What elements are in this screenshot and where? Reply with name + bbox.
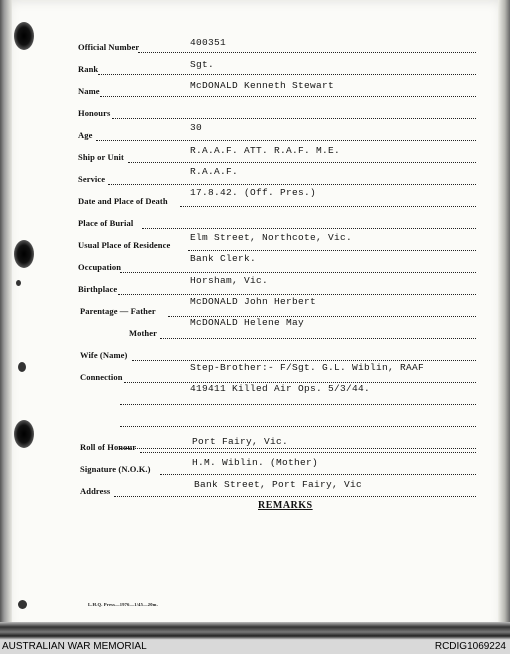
punch-hole: [14, 420, 34, 448]
usual-residence-label: Usual Place of Residence: [78, 240, 171, 250]
dotted-rule: [118, 294, 476, 295]
printer-imprint: L.H.Q. Press—1976—1/45—20m.: [88, 602, 158, 607]
usual-residence-value: Elm Street, Northcote, Vic.: [190, 232, 353, 243]
dotted-rule: [108, 184, 476, 185]
scan-edge-right: [498, 0, 510, 640]
ship-or-unit-value: R.A.A.F. ATT. R.A.F. M.E.: [190, 145, 341, 156]
signature-label: Signature (N.O.K.): [80, 464, 151, 474]
dotted-rule: [120, 404, 476, 405]
service-label: Service: [78, 174, 106, 184]
scan-edge-bottom: [0, 622, 510, 640]
mother-label: Mother: [129, 328, 157, 338]
footer-record-id: RCDIG1069224: [434, 641, 506, 652]
dotted-rule: [160, 474, 476, 475]
roll-of-honour-label: Roll of Honour: [80, 442, 137, 452]
connection-label: Connection: [80, 372, 123, 382]
address-label: Address: [80, 486, 111, 496]
service-value: R.A.A.F.: [190, 166, 239, 177]
scan-speck: [18, 362, 26, 372]
signature-value: H.M. Wiblin. (Mother): [192, 457, 319, 468]
roll-of-honour-value: Port Fairy, Vic.: [192, 436, 289, 447]
dotted-rule: [132, 360, 476, 361]
dotted-rule: [142, 228, 476, 229]
name-label: Name: [78, 86, 100, 96]
official-number-label: Official Number: [78, 42, 140, 52]
mother-value: McDONALD Helene May: [190, 317, 305, 328]
remarks-heading: REMARKS: [258, 500, 313, 511]
father-label: Parentage — Father: [80, 306, 156, 316]
scan-speck: [16, 280, 21, 286]
dotted-rule: [96, 140, 476, 141]
father-value: McDONALD John Herbert: [190, 296, 317, 307]
birthplace-label: Birthplace: [78, 284, 118, 294]
ship-or-unit-label: Ship or Unit: [78, 152, 124, 162]
dotted-rule: [100, 96, 476, 97]
scan-speck: [18, 600, 27, 609]
address-value: Bank Street, Port Fairy, Vic: [194, 479, 363, 490]
punch-hole: [14, 240, 34, 268]
age-label: Age: [78, 130, 93, 140]
occupation-label: Occupation: [78, 262, 122, 272]
dotted-rule: [120, 448, 476, 449]
dotted-rule: [180, 206, 476, 207]
dotted-rule: [138, 52, 476, 53]
scan-edge-left: [0, 0, 12, 632]
birthplace-value: Horsham, Vic.: [190, 275, 269, 286]
punch-hole: [14, 22, 34, 50]
place-of-burial-label: Place of Burial: [78, 218, 134, 228]
date-place-death-label: Date and Place of Death: [78, 196, 168, 206]
dotted-rule: [98, 74, 476, 75]
dotted-rule: [120, 272, 476, 273]
dotted-rule: [140, 452, 476, 453]
official-number-value: 400351: [190, 37, 227, 48]
dotted-rule: [112, 118, 476, 119]
dotted-rule: [160, 338, 476, 339]
connection-line-1: Step-Brother:- F/Sgt. G.L. Wiblin, RAAF: [190, 362, 425, 373]
honours-label: Honours: [78, 108, 111, 118]
dotted-rule: [120, 426, 476, 427]
rank-label: Rank: [78, 64, 99, 74]
occupation-value: Bank Clerk.: [190, 253, 257, 264]
dotted-rule: [128, 162, 476, 163]
footer-archive-name: AUSTRALIAN WAR MEMORIAL: [2, 641, 147, 652]
rank-value: Sgt.: [190, 59, 215, 70]
age-value: 30: [190, 122, 203, 133]
wife-label: Wife (Name): [80, 350, 128, 360]
name-value: McDONALD Kenneth Stewart: [190, 80, 335, 91]
connection-line-2: 419411 Killed Air Ops. 5/3/44.: [190, 383, 371, 394]
dotted-rule: [114, 496, 476, 497]
dotted-rule: [188, 250, 476, 251]
date-place-death-value: 17.8.42. (Off. Pres.): [190, 187, 317, 198]
